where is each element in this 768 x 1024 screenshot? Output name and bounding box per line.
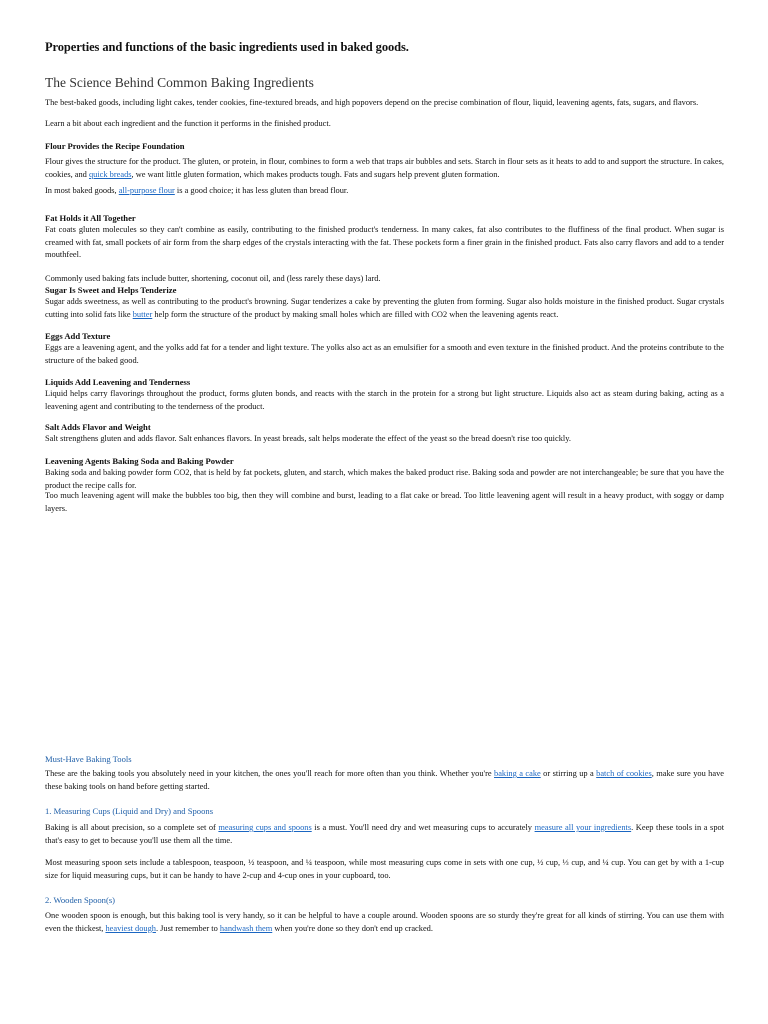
handwash-them-link[interactable]: handwash them	[219, 923, 273, 933]
wooden-spoon-paragraph: One wooden spoon is enough, but this baking tool is very handy, so it can be helpful to have a couple around. Wooden spoons are so sturdy they're great for all kinds of stirring. You can use them with even the thickest, heaviest dough. Just remember to handwash them when you're done so they don't end up cracked.	[45, 911, 724, 933]
intro-paragraph: The best-baked goods, including light cakes, tender cookies, fine-textured breads, and high popovers depend on the precise combination of flour, liquid, leavening agents, fats, sugars, and flavors.	[45, 98, 699, 107]
measuring-sets-paragraph: Most measuring spoon sets include a tablespoon, teaspoon, ½ teaspoon, and ¼ teaspoon, while most measuring cups come in sets with one cup, ½ cup, ⅓ cup, and ¼ cup. You can get by with a 1-cup size for liquid measuring cups, but it can be handy to have 2-cup and 4-cup ones in your cupboard, too.	[45, 858, 724, 880]
fat-paragraph-2: Commonly used baking fats include butter, shortening, coconut oil, and (less rarely these days) lard.	[45, 274, 381, 283]
measuring-cups-paragraph: Baking is all about precision, so a complete set of measuring cups and spoons is a must. You'll need dry and wet measuring cups to accurately measure all your ingredients. Keep these tools in a spot that's easy to get to because you'll use them all the time.	[45, 823, 725, 845]
liquids-paragraph: Liquid helps carry flavorings throughout the product, forms gluten bonds, and reacts with the starch in the protein for a strong but light structure. Liquids also act as steam during baking, acting as a leavening agent and contributing to the tenderness of the product.	[45, 389, 724, 411]
flour-paragraph-2: In most baked goods, all-purpose flour is a good choice; it has less gluten than bread flour.	[45, 186, 349, 195]
salt-heading: Salt Adds Flavor and Weight	[45, 422, 151, 432]
measuring-cups-and-spoons-link[interactable]: measuring cups and spoons	[218, 823, 312, 832]
butter-link[interactable]: butter	[132, 309, 153, 319]
quick-breads-link[interactable]: quick breads	[88, 169, 132, 179]
flour-heading: Flour Provides the Recipe Foundation	[45, 141, 185, 151]
tools-paragraph: These are the baking tools you absolutely need in your kitchen, the ones you'll reach for more often than you think. Whether you're baking a cake or stirring up a batch of cookies, make sure you have these baking tools on hand before getting started.	[45, 769, 724, 791]
leavening-paragraph: Baking soda and baking powder form CO2, that is held by fat pockets, gluten, and starch, which makes the baked product rise. Baking soda and powder are not interchangeable; be sure that you have the product the recipe calls for.	[45, 468, 724, 490]
salt-paragraph: Salt strengthens gluten and adds flavor. Salt enhances flavors. In yeast breads, salt helps moderate the effect of the yeast so the bread doesn't rise too quickly.	[45, 434, 571, 443]
baking-a-cake-link[interactable]: baking a cake	[494, 769, 541, 778]
measuring-cups-heading: 1. Measuring Cups (Liquid and Dry) and Spoons	[45, 806, 214, 816]
measure-all-your-ingredients-link[interactable]: measure all your ingredients	[534, 823, 632, 832]
sugar-heading: Sugar Is Sweet and Helps Tenderize	[45, 285, 177, 295]
liquids-heading: Liquids Add Leavening and Tenderness	[45, 377, 191, 387]
fat-heading: Fat Holds it All Together	[45, 213, 136, 223]
flour-paragraph: Flour gives the structure for the product. The gluten, or protein, in flour, combines to form a web that traps air bubbles and sets. Starch in flour sets as it heats to add to and support the structure. In cakes, cookies, and quick breads, we want little gluten formation, which makes products tough. Fats and sugars help prevent gluten formation.	[45, 157, 724, 179]
eggs-paragraph: Eggs are a leavening agent, and the yolks add fat for a tender and light texture. The yolks also act as an emulsifier for a smooth and even texture in the finished product. And the proteins contribute to the structure of the baked good.	[45, 343, 724, 365]
document-title: Properties and functions of the basic ingredients used in baked goods.	[45, 40, 409, 54]
wooden-spoon-heading: 2. Wooden Spoon(s)	[45, 895, 116, 905]
heaviest-dough-link[interactable]: heaviest dough	[105, 923, 156, 933]
leavening-heading: Leavening Agents Baking Soda and Baking Powder	[45, 456, 234, 466]
batch-of-cookies-link[interactable]: batch of cookies	[596, 769, 652, 778]
leavening-paragraph-2: Too much leavening agent will make the bubbles too big, then they will combine and burst, leading to a flat cake or bread. Too little leavening agent will result in a heavy product, with soggy or damp layers.	[45, 491, 724, 513]
all-purpose-flour-link[interactable]: all-purpose flour	[118, 186, 175, 195]
fat-paragraph: Fat coats gluten molecules so they can't combine as easily, contributing to the finished product's tenderness. In many cakes, fat also contributes to the fluffiness of the final product. When sugar is creamed with fat, small pockets of air form from the sharp edges of the crystals interacting with the fat. These pockets form a finer grain in the finished product. Fats also carry flavors and add to a tender mouthfeel.	[45, 225, 724, 259]
sugar-paragraph: Sugar adds sweetness, as well as contributing to the product's browning. Sugar tenderizes a cake by preventing the gluten from forming. Sugar also holds moisture in the finished product. Sugar crystals cutting into solid fats like butter help form the structure of the product by making small holes which are filled with CO2 when the leavening agents react.	[45, 297, 724, 319]
eggs-heading: Eggs Add Texture	[45, 331, 111, 341]
intro-paragraph-2: Learn a bit about each ingredient and the function it performs in the finished product.	[45, 119, 331, 128]
tools-heading: Must-Have Baking Tools	[45, 754, 132, 764]
document-subtitle: The Science Behind Common Baking Ingredients	[45, 75, 314, 90]
